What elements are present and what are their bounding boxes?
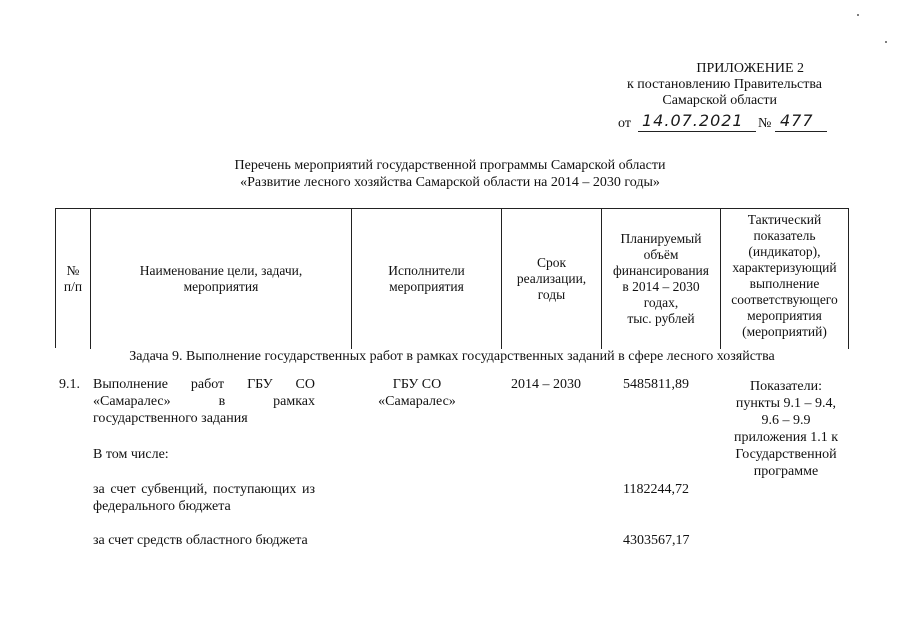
header-text: показатель xyxy=(753,228,816,243)
row-indicator-line: программе xyxy=(753,464,819,479)
header-text: тыс. рублей xyxy=(627,311,695,326)
header-text: № xyxy=(66,263,80,278)
appendix-header xyxy=(560,61,880,109)
document-title-line-2: «Развитие лесного хозяйства Самарской области на 2014 – 2030 годы» xyxy=(240,175,660,190)
row-indicator-line: пункты 9.1 – 9.4, xyxy=(735,396,837,411)
header-cell-executors xyxy=(352,209,502,349)
row-funding-total: 5485811,89 xyxy=(623,377,689,392)
scan-speck xyxy=(885,41,887,43)
date-label: от xyxy=(618,116,631,131)
appendix-region-line: Самарской области xyxy=(662,93,777,108)
number-underline xyxy=(775,131,827,132)
row-sub1-funding: 1182244,72 xyxy=(623,482,689,497)
row-indicator-line: Государственной xyxy=(735,447,837,462)
task-heading: Задача 9. Выполнение государственных работ в рамках государственных заданий в сфере лесного хозяйства xyxy=(129,349,775,364)
header-cell-number xyxy=(56,209,91,349)
header-text: (индикатор), xyxy=(748,244,821,259)
row-sub2-name: за счет средств областного бюджета xyxy=(93,533,308,548)
header-text: мероприятия xyxy=(389,279,464,294)
table-header xyxy=(55,208,849,348)
row-period: 2014 – 2030 xyxy=(511,377,581,392)
header-cell-indicator xyxy=(721,209,849,349)
document-title-line-1: Перечень мероприятий государственной программы Самарской области xyxy=(234,158,666,173)
date-underline xyxy=(638,131,756,132)
row-executor-line: «Самаралес» xyxy=(378,394,456,409)
header-text: годы xyxy=(537,287,566,302)
row-including-label: В том числе: xyxy=(93,447,169,462)
header-cell-name xyxy=(91,209,352,349)
header-text: Наименование цели, задачи, xyxy=(139,263,303,278)
appendix-date-number xyxy=(618,112,838,134)
header-text: п/п xyxy=(63,279,83,294)
appendix-resolution-line: к постановлению Правительства xyxy=(626,77,822,92)
header-text: Исполнители xyxy=(388,263,465,278)
scan-speck xyxy=(857,14,859,16)
row-executor xyxy=(352,376,482,410)
header-cell-funding xyxy=(602,209,721,349)
header-text: в 2014 – 2030 xyxy=(622,279,700,294)
row-sub1-name: за счет субвенций, поступающих из федерального бюджета xyxy=(93,482,315,514)
row-executor-line: ГБУ СО xyxy=(392,377,442,392)
header-text: соответствующего xyxy=(731,292,838,307)
header-text: Планируемый xyxy=(620,231,702,246)
row-indicator-line: Показатели: xyxy=(750,379,822,394)
header-text: выполнение xyxy=(749,276,820,291)
header-text: характеризующий xyxy=(732,260,837,275)
row-sub2-funding: 4303567,17 xyxy=(623,533,690,548)
header-text: финансирования xyxy=(613,263,709,278)
header-text: реализации, xyxy=(516,271,587,286)
row-indicator xyxy=(722,378,850,480)
number-value: 477 xyxy=(780,111,814,130)
header-text: Тактический xyxy=(747,212,822,227)
document-title xyxy=(100,157,800,191)
header-text: Срок xyxy=(536,255,567,270)
header-text: объём xyxy=(643,247,679,262)
row-number: 9.1. xyxy=(59,377,80,392)
appendix-title: ПРИЛОЖЕНИЕ 2 xyxy=(696,61,804,76)
header-cell-period xyxy=(502,209,602,349)
header-text: (мероприятий) xyxy=(742,324,827,339)
row-name: Выполнение работ ГБУ СО «Самаралес» в рамках государственного задания xyxy=(93,377,315,426)
date-value: 14.07.2021 xyxy=(642,111,744,130)
row-indicator-line: приложения 1.1 к xyxy=(733,430,839,445)
header-text: годах, xyxy=(643,295,679,310)
header-text: мероприятия xyxy=(183,279,259,294)
number-label: № xyxy=(758,116,772,131)
header-text: мероприятия xyxy=(747,308,822,323)
row-indicator-line: 9.6 – 9.9 xyxy=(761,413,811,428)
